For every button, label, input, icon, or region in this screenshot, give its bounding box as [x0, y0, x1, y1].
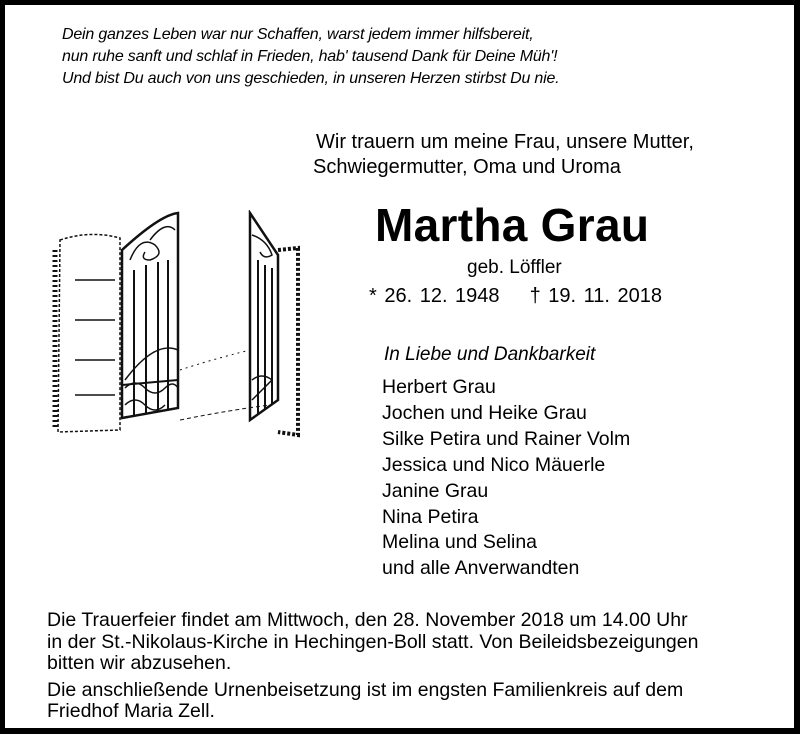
intro-line: Schwiegermutter, Oma und Uroma	[313, 156, 621, 178]
garden-gate-illustration	[50, 210, 300, 440]
intro-line: Wir trauern um meine Frau, unsere Mutter,	[316, 131, 694, 153]
family-member: Herbert Grau	[382, 376, 496, 398]
life-dates	[369, 285, 662, 308]
family-member: Nina Petira	[382, 505, 479, 528]
text-line: in der St.-Nikolaus-Kirche in Hechingen-Boll statt. Von Beileidsbezeigungen	[47, 630, 699, 653]
death-date: † 19. 11. 2018	[529, 285, 662, 307]
funeral-paragraph	[47, 610, 698, 675]
family-member: Janine Grau	[382, 479, 489, 502]
burial-paragraph	[47, 680, 698, 723]
family-member: und alle Anverwandten	[382, 557, 580, 580]
text-line: Die Trauerfeier findet am Mittwoch, den 28. November 2018 um 14.00 Uhr	[47, 609, 688, 631]
text-line: Die anschließende Urnenbeisetzung ist im engsten Familienkreis auf dem	[47, 678, 684, 701]
family-member: Melina und Selina	[382, 531, 538, 554]
text-line: Friedhof Maria Zell.	[47, 700, 215, 722]
deceased-name: Martha Grau	[375, 199, 650, 251]
family-list	[382, 375, 630, 582]
poem-line: Dein ganzes Leben war nur Schaffen, warst jedem immer hilfsbereit,	[62, 26, 534, 43]
family-member: Jochen und Heike Grau	[382, 401, 587, 424]
funeral-info	[47, 610, 698, 728]
poem-line: nun ruhe sanft und schlaf in Frieden, hab' tausend Dank für Deine Müh'!	[62, 48, 558, 65]
intro-text	[313, 130, 694, 180]
obituary-card	[5, 5, 794, 728]
birth-date: * 26. 12. 1948	[369, 285, 500, 307]
thanks-heading: In Liebe und Dankbarkeit	[384, 344, 596, 365]
poem-line: Und bist Du auch von uns geschieden, in unseren Herzen stirbst Du nie.	[62, 70, 560, 87]
family-member: Jessica und Nico Mäuerle	[382, 453, 606, 476]
family-member: Silke Petira und Rainer Volm	[382, 427, 631, 450]
maiden-name: geb. Löffler	[467, 257, 562, 278]
poem	[62, 24, 559, 90]
text-line: bitten wir abzusehen.	[47, 652, 232, 674]
